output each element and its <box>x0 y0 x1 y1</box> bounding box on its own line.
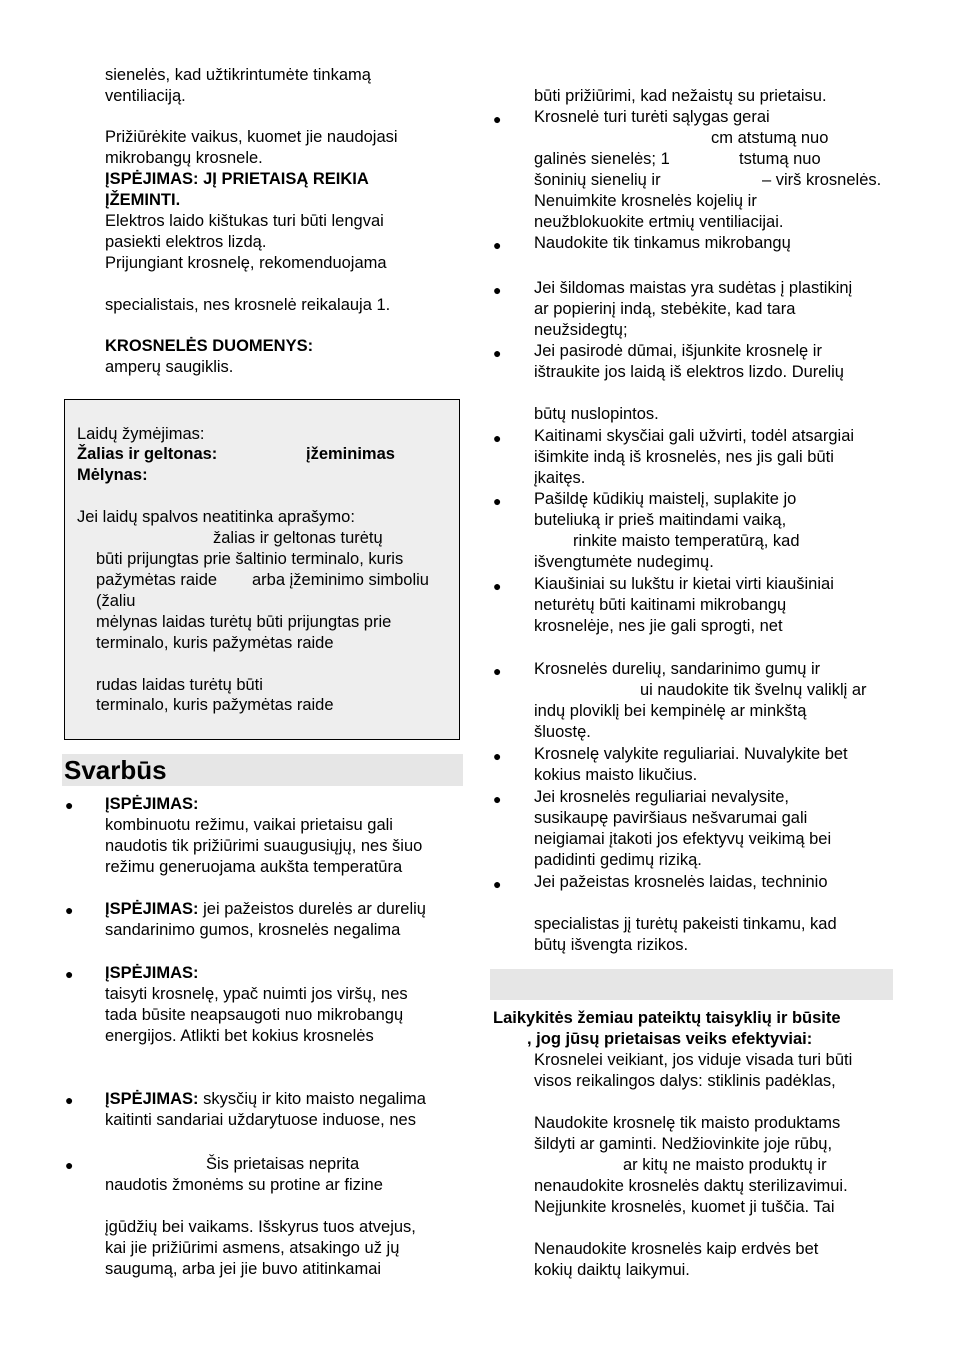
box-line: mėlynas laidas turėtų būti prijungtas prie <box>96 613 392 631</box>
text-line: Naudokite tik tinkamus mikrobangų <box>534 234 791 252</box>
text-line: amperų saugiklis. <box>105 358 234 376</box>
text-line: krosnelėje, nes jie gali sprogti, net <box>534 617 783 635</box>
bullet-icon: ● <box>65 1092 74 1108</box>
bullet-icon: ● <box>493 237 502 253</box>
text-line: Elektros laido kištukas turi būti lengvai <box>105 212 384 230</box>
text-line: išvengtumėte nudegimų. <box>534 553 714 571</box>
text-line: neigiamai įtakoti jos efektyvų veikimą bei <box>534 830 832 848</box>
text-line: kai jie prižiūrimi asmens, atsakingo už jų <box>105 1239 400 1257</box>
bullet-icon: ● <box>493 876 502 892</box>
text-line: Krosnelę valykite reguliariai. Nuvalykite bet <box>534 745 848 763</box>
box-line: rudas laidas turėtų būti <box>96 676 263 694</box>
text-line: specialistais, nes krosnelė reikalauja 1. <box>105 296 391 314</box>
text-line: specialistas jį turėtų pakeisti tinkamu, kad <box>534 915 837 933</box>
text-line: Kiaušiniai su lukštu ir kietai virti kiaušiniai <box>534 575 834 593</box>
text-line: naudotis žmonėms su protine ar fizine <box>105 1176 383 1194</box>
text-line: – virš krosnelės. <box>762 171 882 189</box>
text-line: kombinuotu režimu, vaikai prietaisu gali <box>105 816 393 834</box>
rules-heading: Laikykitės žemiau pateiktų taisyklių ir būsite <box>493 1009 841 1027</box>
text-line: Prijungiant krosnelę, rekomenduojama <box>105 254 387 272</box>
section-title: Svarbūs <box>64 755 167 785</box>
text-line: naudotis tik prižiūrimi suaugusiųjų, nes šiuo <box>105 837 423 855</box>
text-line: kokių daiktų laikymui. <box>534 1261 690 1279</box>
text-line: ar popierinį indą, stebėkite, kad tara <box>534 300 796 318</box>
box-line: žalias ir geltonas turėtų <box>213 529 383 547</box>
bullet-icon: ● <box>493 430 502 446</box>
text-line: Jei pažeistas krosnelės laidas, techninio <box>534 873 828 891</box>
text-line: ĮSPĖJIMAS: jei pažeistos durelės ar durelių <box>105 900 426 918</box>
text-line: ui naudokite tik švelnų valiklį ar <box>640 681 867 699</box>
text-line: šildyti ar gaminti. Nedžiovinkite joje rūbų, <box>534 1135 833 1153</box>
rules-heading: , jog jūsų prietaisas veiks efektyviai: <box>527 1030 813 1048</box>
text-line: Krosnelei veikiant, jos viduje visada turi būti <box>534 1051 853 1069</box>
text-line: Naudokite krosnelę tik maisto produktams <box>534 1114 841 1132</box>
bullet-icon: ● <box>65 902 74 918</box>
box-line: Laidų žymėjimas: <box>77 425 205 443</box>
bullet-icon: ● <box>65 966 74 982</box>
text-line: visos reikalingos dalys: stiklinis padėklas, <box>534 1072 836 1090</box>
text-line: ventiliaciją. <box>105 87 186 105</box>
box-line: pažymėtas raide <box>96 571 218 589</box>
bullet-icon: ● <box>65 1157 74 1173</box>
bullet-icon: ● <box>493 493 502 509</box>
text-line: Nenuimkite krosnelės kojelių ir <box>534 192 757 210</box>
text-line: šluostę. <box>534 723 591 741</box>
text-line: neužsidegtų; <box>534 321 628 339</box>
text-line: Prižiūrėkite vaikus, kuomet jie naudojasi <box>105 128 398 146</box>
text-line: būtų nuslopintos. <box>534 405 659 423</box>
data-heading: KROSNELĖS DUOMENYS: <box>105 337 314 355</box>
bullet-icon: ● <box>493 663 502 679</box>
warning-heading: ĮSPĖJIMAS: JĮ PRIETAISĄ REIKIA <box>105 170 369 188</box>
bullet-icon: ● <box>493 282 502 298</box>
section-heading-bar <box>490 969 893 1000</box>
bullet-icon: ● <box>493 345 502 361</box>
bullet-icon: ● <box>493 748 502 764</box>
box-line: Mėlynas: <box>77 466 148 484</box>
text-line: susikaupę paviršiaus nešvarumai gali <box>534 809 808 827</box>
text-line: Jei pasirodė dūmai, išjunkite krosnelę ir <box>534 342 822 360</box>
box-line: įžeminimas <box>306 445 395 463</box>
text-line: būti prižiūrimi, kad nežaistų su prietaisu. <box>534 87 827 105</box>
text-line: buteliuką ir prieš maitindami vaiką, <box>534 511 787 529</box>
text-line: energijos. Atlikti bet kokius krosnelės <box>105 1027 374 1045</box>
text-line: Neįjunkite krosnelės, kuomet ji tuščia. Tai <box>534 1198 835 1216</box>
text-line: indų ploviklį bei kempinėlę ar minkštą <box>534 702 807 720</box>
bullet-icon: ● <box>493 791 502 807</box>
warning-label: ĮSPĖJIMAS: <box>105 964 199 982</box>
box-line: Žalias ir geltonas: <box>77 445 218 463</box>
text-line: tada būsite neapsaugoti nuo mikrobangų <box>105 1006 404 1024</box>
text-line: būtų išvengta rizikos. <box>534 936 689 954</box>
text-line: išimkite indą iš krosnelės, nes jis gali būti <box>534 448 834 466</box>
text-line: Jei šildomas maistas yra sudėtas į plastikinį <box>534 279 853 297</box>
bullet-icon: ● <box>493 111 502 127</box>
text-line: sienelės, kad užtikrintumėte tinkamą <box>105 66 371 84</box>
box-line: (žaliu <box>96 592 136 610</box>
text-line: cm atstumą nuo <box>711 129 829 147</box>
text-line: įkaitęs. <box>534 469 586 487</box>
box-line: terminalo, kuris pažymėtas raide <box>96 696 334 714</box>
text-line: mikrobangų krosnele. <box>105 149 263 167</box>
text-line: saugumą, arba jei jie buvo atitinkamai <box>105 1260 382 1278</box>
text-line: Nenaudokite krosnelės kaip erdvės bet <box>534 1240 819 1258</box>
text-line: taisyti krosnelę, ypač nuimti jos viršų, nes <box>105 985 408 1003</box>
text-line: sandarinimo gumos, krosnelės negalima <box>105 921 401 939</box>
text-line: ištraukite jos laidą iš elektros lizdo. Durelių <box>534 363 844 381</box>
text-line: Šis prietaisas neprita <box>206 1155 360 1173</box>
text-line: Pašildę kūdikių maistelį, suplakite jo <box>534 490 797 508</box>
text-line: Jei krosnelės reguliariai nevalysite, <box>534 788 789 806</box>
text-line: kaitinti sandariai uždarytuose induose, nes <box>105 1111 416 1129</box>
text-line: Krosnelė turi turėti sąlygas gerai <box>534 108 770 126</box>
text-line: pasiekti elektros lizdą. <box>105 233 267 251</box>
box-line: Jei laidų spalvos neatitinka aprašymo: <box>77 508 355 526</box>
text-line: nenaudokite krosnelės daktų sterilizavimui. <box>534 1177 848 1195</box>
text-line: režimu generuojama aukšta temperatūra <box>105 858 403 876</box>
box-line: arba įžeminimo simboliu <box>252 571 429 589</box>
text-line: neturėtų būti kaitinami mikrobangų <box>534 596 787 614</box>
text-line: tstumą nuo <box>739 150 821 168</box>
box-line: būti prijungtas prie šaltinio terminalo, kuris <box>96 550 404 568</box>
text-line: ar kitų ne maisto produktų ir <box>623 1156 827 1174</box>
box-line: terminalo, kuris pažymėtas raide <box>96 634 334 652</box>
text-line: ĮSPĖJIMAS: skysčių ir kito maisto negalima <box>105 1090 426 1108</box>
text-line: padidinti gedimų riziką. <box>534 851 702 869</box>
warning-label: ĮSPĖJIMAS: <box>105 795 199 813</box>
text-line: kokius maisto likučius. <box>534 766 698 784</box>
text-line: galinės sienelės; 1 <box>534 150 670 168</box>
text-line: neužblokuokite ertmių ventiliacijai. <box>534 213 784 231</box>
bullet-icon: ● <box>493 578 502 594</box>
text-line: rinkite maisto temperatūrą, kad <box>573 532 800 550</box>
text-line: Kaitinami skysčiai gali užvirti, todėl atsargiai <box>534 427 855 445</box>
text-line: Krosnelės durelių, sandarinimo gumų ir <box>534 660 821 678</box>
bullet-icon: ● <box>65 797 74 813</box>
text-line: įgūdžių bei vaikams. Išskyrus tuos atvejus, <box>105 1218 416 1236</box>
text-line: šoninių sienelių ir <box>534 171 661 189</box>
warning-heading: ĮŽEMINTI. <box>105 191 181 209</box>
